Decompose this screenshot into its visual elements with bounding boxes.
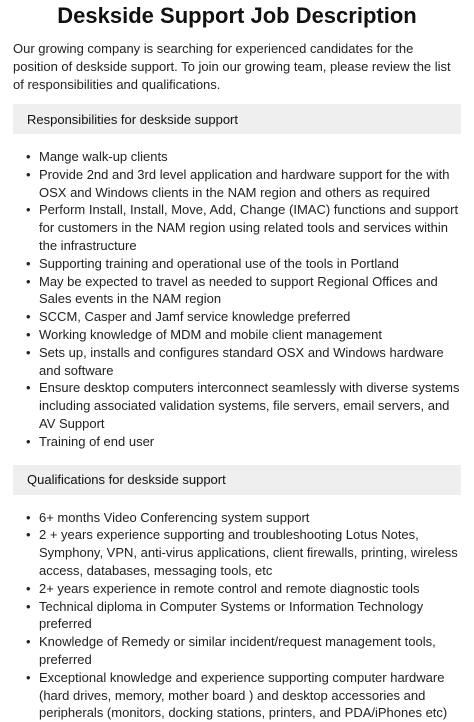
list-item [26,255,461,273]
bullet-icon: • [26,149,31,164]
bullet-icon: • [26,380,31,396]
list-item [26,633,461,669]
page-title: Deskside Support Job Description [57,3,417,28]
list-item [26,379,461,432]
list-item [26,201,461,254]
bullet-icon: • [26,580,31,596]
list-item [26,166,461,202]
list-item-text: 2 + years experience supporting and troubleshooting Lotus Notes, Symphony, VPN, anti-virus applications, client firewalls, printing, wireless access, databases, messaging tools, etc [39,527,458,578]
list-item [26,308,461,326]
list-item-text: SCCM, Casper and Jamf service knowledge preferred [39,309,351,325]
qualifications-header [13,465,461,495]
list-item [26,580,461,598]
responsibilities-heading: Responsibilities for deskside support [27,111,238,127]
list-item [26,669,461,722]
bullet-icon: • [26,598,31,614]
bullet-icon: • [26,634,31,650]
list-item-text: Knowledge of Remedy or similar incident/request management tools, preferred [39,634,436,667]
bullet-icon: • [26,273,31,289]
list-item-text: Supporting training and operational use of the tools in Portland [39,255,399,271]
list-item [26,509,461,527]
bullet-icon: • [26,527,31,543]
qualifications-list [13,509,461,722]
bullet-icon: • [26,166,31,182]
list-item [26,344,461,380]
intro-paragraph: Our growing company is searching for experienced candidates for the position of deskside support. To join our growing team, please review the list of responsibilities and qualifications. [13,41,451,92]
bullet-icon: • [26,202,31,218]
list-item [26,526,461,579]
bullet-icon: • [26,326,31,342]
bullet-icon: • [26,669,31,685]
bullet-icon: • [26,344,31,360]
list-item-text: Sets up, installs and configures standard OSX and Windows hardware and software [39,344,444,378]
bullet-icon: • [26,309,31,325]
list-item-text: Working knowledge of MDM and mobile client management [39,326,382,342]
bullet-icon: • [26,255,31,271]
list-item-text: Mange walk-up clients [39,149,168,164]
list-item [26,273,461,309]
list-item-text: Perform Install, Install, Move, Add, Change (IMAC) functions and support for customers in the NAM region using related tools and services within the infrastructure [39,202,459,253]
qualifications-heading: Qualifications for deskside support [27,472,226,488]
responsibilities-header [13,104,461,134]
list-item-text: 2+ years experience in remote control and remote diagnostic tools [39,580,420,596]
list-item-text: May be expected to travel as needed to support Regional Offices and Sales events in the NAM region [39,273,438,307]
list-item [26,433,461,451]
list-item-text: Technical diploma in Computer Systems or Information Technology preferred [39,598,424,632]
list-item [26,148,461,166]
list-item [26,598,461,634]
list-item-text: Provide 2nd and 3rd level application and hardware support for the with OSX and Windows clients in the NAM region and others as required [39,166,450,200]
list-item-text: 6+ months Video Conferencing system support [39,509,310,525]
bullet-icon: • [26,509,31,525]
list-item [26,326,461,344]
list-item-text: Ensure desktop computers interconnect seamlessly with diverse systems including associated validation systems, file servers, email servers, and AV Support [39,380,460,431]
bullet-icon: • [26,433,31,449]
list-item-text: Training of end user [39,433,155,449]
responsibilities-list [13,148,461,451]
list-item-text: Exceptional knowledge and experience supporting computer hardware (hard drives, memory, mother board ) and desktop accessories and peripherals (monitors, docking stations, printers, and PDA/iPhones etc) [39,669,448,721]
